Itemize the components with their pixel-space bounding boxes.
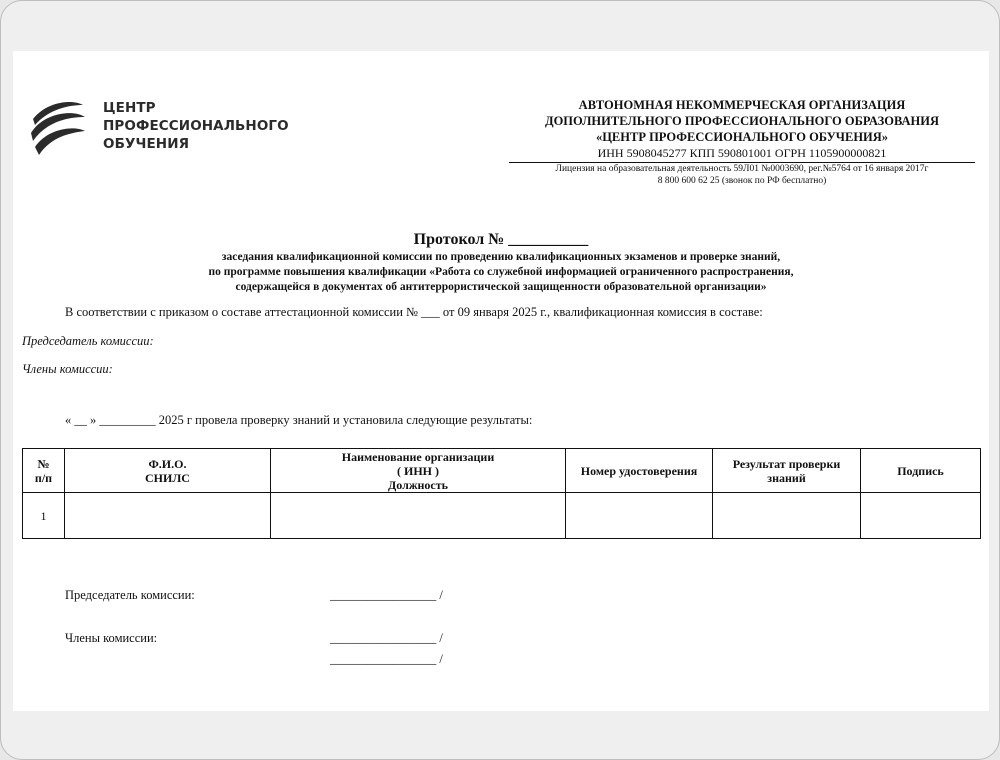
table-row [23,493,981,539]
logo-line-2: ПРОФЕССИОНАЛЬНОГО [103,118,289,134]
org-identifiers: ИНН 5908045277 КПП 590801001 ОГРН 1105900000821 [509,145,975,163]
col-number-header: № п/п [23,449,65,493]
col-organization-header: Наименование организации ( ИНН ) Должность [271,449,566,493]
col-fio-header: Ф.И.О. СНИЛС [65,449,271,493]
org-line-3: «ЦЕНТР ПРОФЕССИОНАЛЬНОГО ОБУЧЕНИЯ» [595,130,889,144]
col-certificate-header: Номер удостоверения [566,449,713,493]
signature-member-line-1: _________________ / [330,631,443,645]
cell-result[interactable] [713,493,861,539]
protocol-sub-line-2: по программе повышения квалификации «Работа со служебной информацией ограниченного распространения, [208,266,794,278]
company-logo [29,97,289,157]
signature-member-line-2: _________________ / [330,652,443,666]
chair-heading: Председатель комиссии: [22,334,154,348]
results-table [22,448,981,539]
org-line-2: ДОПОЛНИТЕЛЬНОГО ПРОФЕССИОНАЛЬНОГО ОБРАЗОВАНИЯ [544,114,940,128]
protocol-subtitle [13,250,989,295]
cell-signature[interactable] [861,493,981,539]
org-license: Лицензия на образовательная деятельность 59Л01 №0003690, рег.№5764 от 16 января 2017г [555,164,929,174]
cell-fio[interactable] [65,493,271,539]
protocol-title: Протокол № __________ [413,231,589,248]
logo-swoosh-icon [29,99,87,157]
table-header-row [23,449,981,493]
logo-wordmark [103,99,289,153]
cell-certificate[interactable] [566,493,713,539]
protocol-sub-line-1: заседания квалификационной комиссии по проведению квалификационных экзаменов и проверке знаний, [221,251,781,263]
organization-name [509,97,975,145]
org-license-block [509,163,975,187]
signature-chair-label: Председатель комиссии: [65,588,195,602]
signature-chair-line: _________________ / [330,588,443,602]
org-phone: 8 800 600 62 25 (звонок по РФ бесплатно) [657,176,827,186]
logo-line-1: ЦЕНТР [103,100,156,116]
cell-organization[interactable] [271,493,566,539]
date-paragraph: « __ » _________ 2025 г провела проверку знаний и установила следующие результаты: [65,413,533,427]
org-line-1: АВТОНОМНАЯ НЕКОММЕРЧЕСКАЯ ОРГАНИЗАЦИЯ [578,98,906,112]
logo-line-3: ОБУЧЕНИЯ [103,136,190,152]
col-result-header: Результат проверки знаний [713,449,861,493]
col-signature-header: Подпись [861,449,981,493]
protocol-sub-line-3: содержащейся в документах об антитеррористической защищенности образовательной организации» [235,281,767,293]
intro-paragraph: В соответствии с приказом о составе аттестационной комиссии № ___ от 09 января 2025 г., квалификационная комиссия в составе: [65,305,763,319]
signature-members-label: Члены комиссии: [65,631,158,645]
members-heading: Члены комиссии: [22,362,113,376]
document-page [13,51,989,711]
cell-number: 1 [23,493,65,539]
